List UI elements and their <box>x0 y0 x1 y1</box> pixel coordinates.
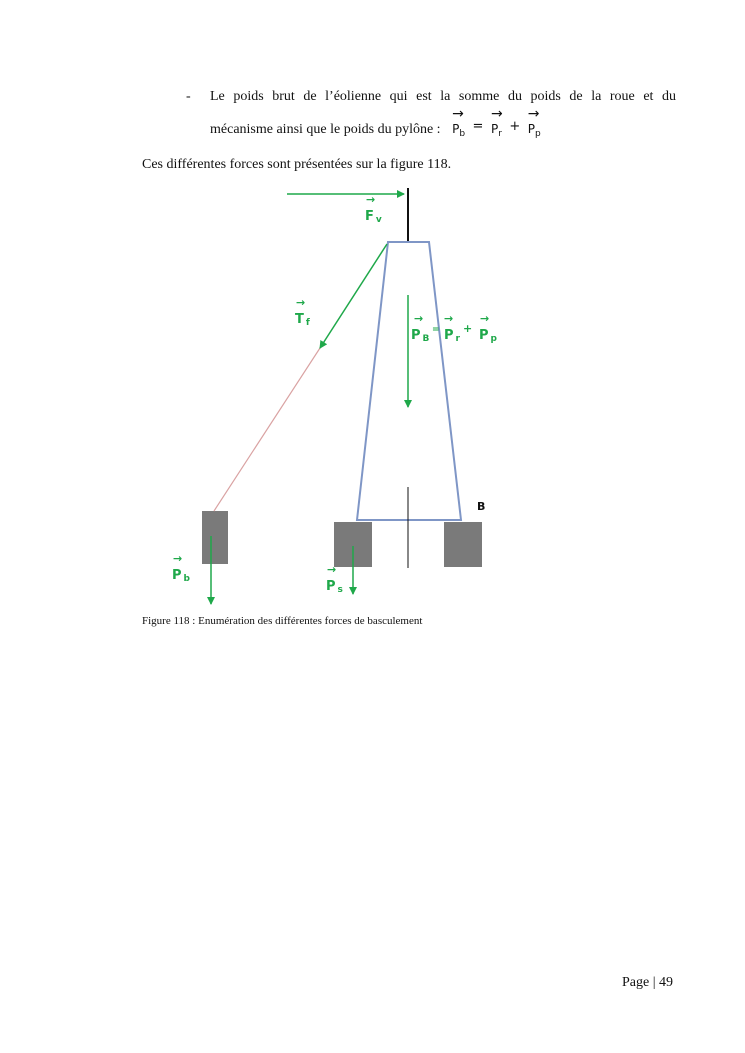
svg-text:→: → <box>414 312 424 325</box>
svg-text:→: → <box>366 193 376 206</box>
svg-text:Fv: F v <box>365 209 382 225</box>
label-point-b: B <box>477 500 486 513</box>
equals-sign: = <box>472 119 484 134</box>
page-separator: | <box>652 975 656 990</box>
bullet-text-line2-text: mécanisme ainsi que le poids du pylône : <box>210 122 441 137</box>
figure-caption: Figure 118 : Enumération des différentes forces de basculement <box>142 615 423 627</box>
intro-sentence: Ces différentes forces sont présentées sur la figure 118. <box>142 157 452 172</box>
vector-pr: → $P_r$ <box>490 106 503 139</box>
page-footer <box>622 975 673 991</box>
svg-text:PB: P B <box>411 328 430 344</box>
svg-text:Tf: T f <box>295 312 310 328</box>
svg-text:Pp: P p <box>479 328 497 344</box>
tower-outline <box>357 242 461 520</box>
label-ps <box>326 563 343 595</box>
guy-cable <box>214 348 320 511</box>
bullet-dash: - <box>186 89 191 104</box>
svg-text:Pb: P b <box>172 568 190 584</box>
label-fv <box>365 193 382 225</box>
page-number: 49 <box>659 975 673 990</box>
svg-text:→: → <box>327 563 337 576</box>
label-tf <box>295 296 310 328</box>
label-pb <box>172 552 191 584</box>
svg-text:→: → <box>444 312 454 325</box>
weight-formula <box>452 106 541 139</box>
svg-text:Ps: P s <box>326 579 343 595</box>
vector-pp: → $P_p$ <box>527 106 541 139</box>
bullet-text-line2 <box>210 106 541 143</box>
plus-sign: + <box>509 119 521 134</box>
vector-pb: → $P_b$ <box>452 106 466 139</box>
foundation-block-right <box>444 522 482 567</box>
label-pb-equation <box>411 312 498 344</box>
anchor-block <box>202 511 228 564</box>
svg-text:Pr: P r <box>444 328 460 344</box>
svg-text:→: → <box>173 552 183 565</box>
svg-text:→: → <box>296 296 306 309</box>
bullet-text-line1: Le poids brut de l’éolienne qui est la somme du poids de la roue et du <box>210 89 676 104</box>
svg-text:+: + <box>463 322 473 335</box>
svg-text:=: = <box>432 325 440 335</box>
svg-text:→: → <box>480 312 490 325</box>
page-label: Page <box>621 975 650 990</box>
force-diagram <box>0 180 745 610</box>
